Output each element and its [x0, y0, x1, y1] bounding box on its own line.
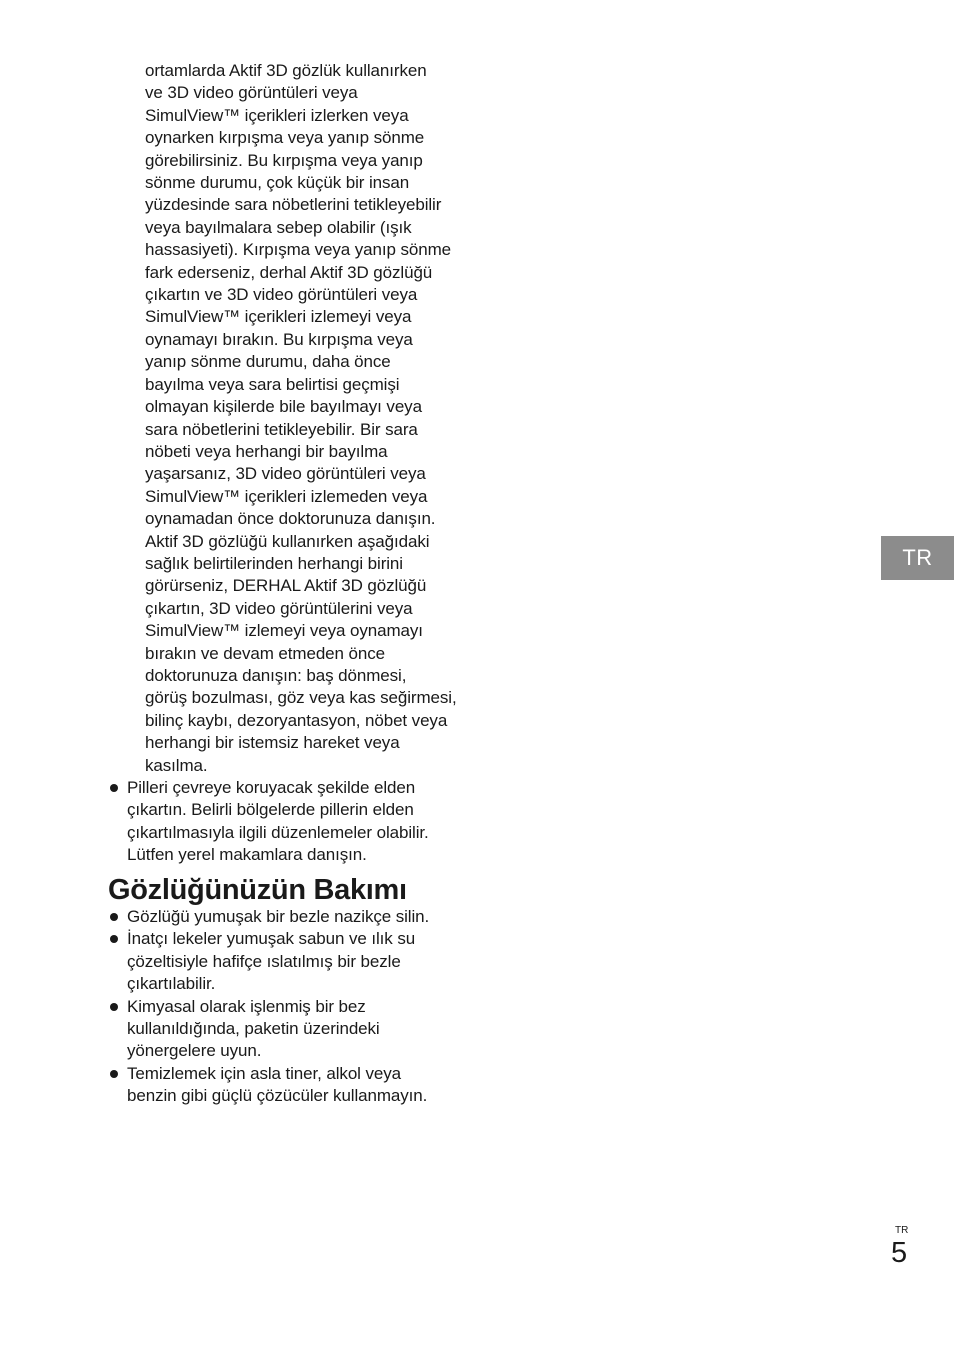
text-line: çıkartın, 3D video görüntülerini veya	[145, 598, 413, 618]
list-item	[108, 1063, 429, 1108]
text-line: Kimyasal olarak işlenmiş bir bez	[127, 996, 366, 1016]
text-line: görüş bozulması, göz veya kas seğirmesi,	[145, 688, 457, 708]
text-line: yönergelere uyun.	[127, 1041, 262, 1061]
bullet-icon	[110, 913, 118, 921]
text-line: SimulView™ içerikleri izlemeden veya	[145, 486, 428, 506]
text-line: benzin gibi güçlü çözücüler kullanmayın.	[127, 1086, 428, 1106]
text-line: görürseniz, DERHAL Aktif 3D gözlüğü	[145, 576, 427, 596]
text-line: İnatçı lekeler yumuşak sabun ve ılık su	[127, 929, 416, 949]
text-line: çıkartılmasıyla ilgili düzenlemeler olabilir.	[127, 822, 429, 842]
text-line: sönme durumu, çok küçük bir insan	[145, 173, 410, 193]
text-line: Pilleri çevreye koruyacak şekilde elden	[127, 778, 416, 797]
text-line: SimulView™ içerikleri izlerken veya	[145, 105, 409, 125]
warning-continuation-text	[145, 60, 457, 777]
text-line: SimulView™ içerikleri izlemeyi veya	[145, 307, 412, 327]
text-line: Aktif 3D gözlüğü kullanırken aşağıdaki	[145, 531, 430, 551]
text-line: görebilirsiniz. Bu kırpışma veya yanıp	[145, 150, 423, 170]
page-number-language: TR	[895, 1225, 909, 1236]
text-line: bırakın ve devam etmeden önce	[145, 643, 385, 663]
battery-disposal-list	[108, 777, 429, 867]
text-line: sağlık belirtilerinden herhangi birini	[145, 553, 403, 573]
text-line: bayılma veya sara belirtisi geçmişi	[145, 374, 400, 394]
text-line: doktorunuza danışın: baş dönmesi,	[145, 665, 407, 685]
text-line: nöbeti veya herhangi bir bayılma	[145, 441, 388, 461]
text-line: oynamadan önce doktorunuza danışın.	[145, 509, 436, 529]
text-line: yanıp sönme durumu, daha önce	[145, 352, 391, 372]
list-item	[108, 906, 429, 928]
text-line: kasılma.	[145, 755, 208, 775]
text-line: sara nöbetlerini tetikleyebilir. Bir sara	[145, 419, 418, 439]
list-item	[108, 996, 429, 1063]
text-line: Lütfen yerel makamlara danışın.	[127, 845, 367, 865]
language-tab: TR	[881, 536, 954, 580]
bullet-icon	[110, 935, 118, 943]
text-line: Temizlemek için asla tiner, alkol veya	[127, 1063, 401, 1083]
bullet-icon	[110, 1003, 118, 1011]
list-item	[108, 928, 429, 995]
bullet-icon	[110, 1070, 118, 1078]
text-line: çıkartılabilir.	[127, 974, 216, 994]
list-item	[108, 777, 429, 867]
page-number: 5	[891, 1237, 908, 1269]
text-line: olmayan kişilerde bile bayılmayı veya	[145, 397, 422, 417]
text-line: hassasiyeti). Kırpışma veya yanıp sönme	[145, 240, 452, 260]
text-line: kullanıldığında, paketin üzerindeki	[127, 1019, 380, 1039]
text-line: oynamayı bırakın. Bu kırpışma veya	[145, 329, 413, 349]
text-line: fark ederseniz, derhal Aktif 3D gözlüğü	[145, 262, 433, 282]
text-line: veya bayılmalara sebep olabilir (ışık	[145, 217, 412, 237]
text-line: çıkartın ve 3D video görüntüleri veya	[145, 285, 418, 305]
text-line: ve 3D video görüntüleri veya	[145, 83, 358, 103]
text-line: bilinç kaybı, dezoryantasyon, nöbet veya	[145, 710, 448, 730]
text-line: Gözlüğü yumuşak bir bezle nazikçe silin.	[127, 907, 430, 926]
section-heading: Gözlüğünüzün Bakımı	[108, 874, 407, 906]
bullet-icon	[110, 784, 118, 792]
text-line: oynarken kırpışma veya yanıp sönme	[145, 128, 425, 148]
text-line: herhangi bir istemsiz hareket veya	[145, 733, 400, 753]
text-line: ortamlarda Aktif 3D gözlük kullanırken	[145, 61, 427, 80]
text-line: çıkartın. Belirli bölgelerde pillerin elden	[127, 800, 414, 820]
care-instructions-list	[108, 906, 429, 1108]
text-line: yüzdesinde sara nöbetlerini tetikleyebilir	[145, 195, 442, 215]
text-line: yaşarsanız, 3D video görüntüleri veya	[145, 464, 426, 484]
text-line: SimulView™ izlemeyi veya oynamayı	[145, 621, 423, 641]
text-line: çözeltisiyle hafifçe ıslatılmış bir bezle	[127, 951, 401, 971]
